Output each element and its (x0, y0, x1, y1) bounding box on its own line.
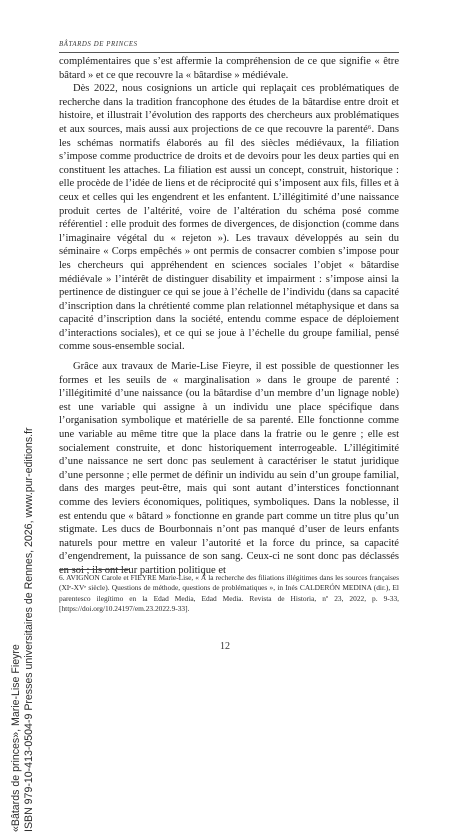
paragraph: Grâce aux travaux de Marie-Lise Fieyre, il est possible de questionner les formes et les seuils de « marginalisation » dans le groupe de parenté : l’illégitimité d’une naissance (ou la bâtardise d’un membre d’un lignage noble) est une variable qui assigne à un individu une place spécifique dans l’organisation symbolique et matérielle de sa parenté. Elle fonctionne comme une variable au même titre que la place dans la fratrie ou le genre ; elle est socialement construite, et donc historiquement interrogeable. L’illégitimité d’une naissance ne sert donc pas seulement à caractériser le statut juridique d’une personne ; elle permet de définir un individu au sein d’un groupe familial, dans des marges peut-être, mais qui sont autant d’interstices fonctionnant comme des leviers économiques, politiques, symboliques. Dans la noblesse, il est entendu que « bâtard » fonctionne en grande part comme un titre plus qu’un stigmate. Les ducs de Bourbonnais n’ont pas manqué d’user de leurs enfants naturels pour mettre en valeur l’autorité et la force du prince, sa capacité d’engendrement, la puissance de son sang. Ceux-ci ne sont donc pas déclassés en soi ; ils ont leur partition politique et (59, 361, 399, 576)
running-head: BÂTARDS DE PRINCES (59, 41, 138, 48)
sidebar-line: «Bâtards de princes», Marie-Lise Fieyre (10, 644, 22, 832)
main-text (59, 55, 399, 578)
footnote-divider (59, 569, 129, 570)
footnote: 6. AVIGNON Carole et FIEYRE Marie-Lise, « À la recherche des filiations illégitimes dans les sources françaises (XIᵉ-XVᵉ siècle). Questions de méthode, questions de problématiques », in Inés CALDERÓN MEDINA (dir.), El parentesco ilegítimo en la Edad Media, Edad Media. Revista de Historia, nº 23, 2022, p. 9-33, [https://doi.org/10.24197/em.23.2022.9-33]. (59, 573, 399, 614)
paragraph: complémentaires que s’est affermie la compréhension de ce que signifie « être bâtard » et ce que recouvre la « bâtardise » médiévale. (59, 56, 399, 81)
page-number: 12 (220, 641, 230, 652)
sidebar-line: ISBN 979-10-413-0504-9 Presses universitaires de Rennes, 2026, www.pur-editions.fr (23, 427, 35, 832)
paragraph: Dès 2022, nous cosignions un article qui replaçait ces problématiques de recherche dans la tradition francophone des études de la bâtardise entre droit et histoire, et illustrait l’évolution des rapports des chercheurs aux problématiques et aux sources, mais aussi aux projections de ce que recouvre la parenté⁶. Dans les schémas normatifs élaborés au fil des siècles médiévaux, la filiation s’impose comme productrice de droits et de devoirs pour les deux parties qui en constituent les attaches. La filiation est aussi un concept, construit, historique : elle procède de l’idée de liens et de réciprocité qui s’imposent aux fils, filles et à ceux et celles qui les engendrent et les enfantent. L’illégitimité d’une naissance produit certes de l’altérité, voire de l’altération du schéma posé comme référentiel : elle produit des formes de divergences, de disjonction (comme dans l’imaginaire végétal du « rejeton »). Les travaux développés au sein du séminaire « Corps empêchés » ont permis de consacrer combien s’impose pour les chercheurs qui appréhendent en sciences sociales l’objet « bâtardise médiévale » l’intérêt de distinguer disability et impairment : s’impose ainsi la pertinence de distinguer ce qui se joue à l’échelle de l’individu (dans sa capacité d’inscription dans la chrétienté comme plan relationnel métaphysique et dans sa capacité d’inscription dans la société, entendu comme espace de déploiement d’interactions sociales), et ce qui se joue à l’échelle du groupe familial, pensé comme sous-ensemble social. (59, 83, 399, 353)
side-copyright-notice (8, 212, 52, 832)
header-divider (59, 52, 399, 53)
